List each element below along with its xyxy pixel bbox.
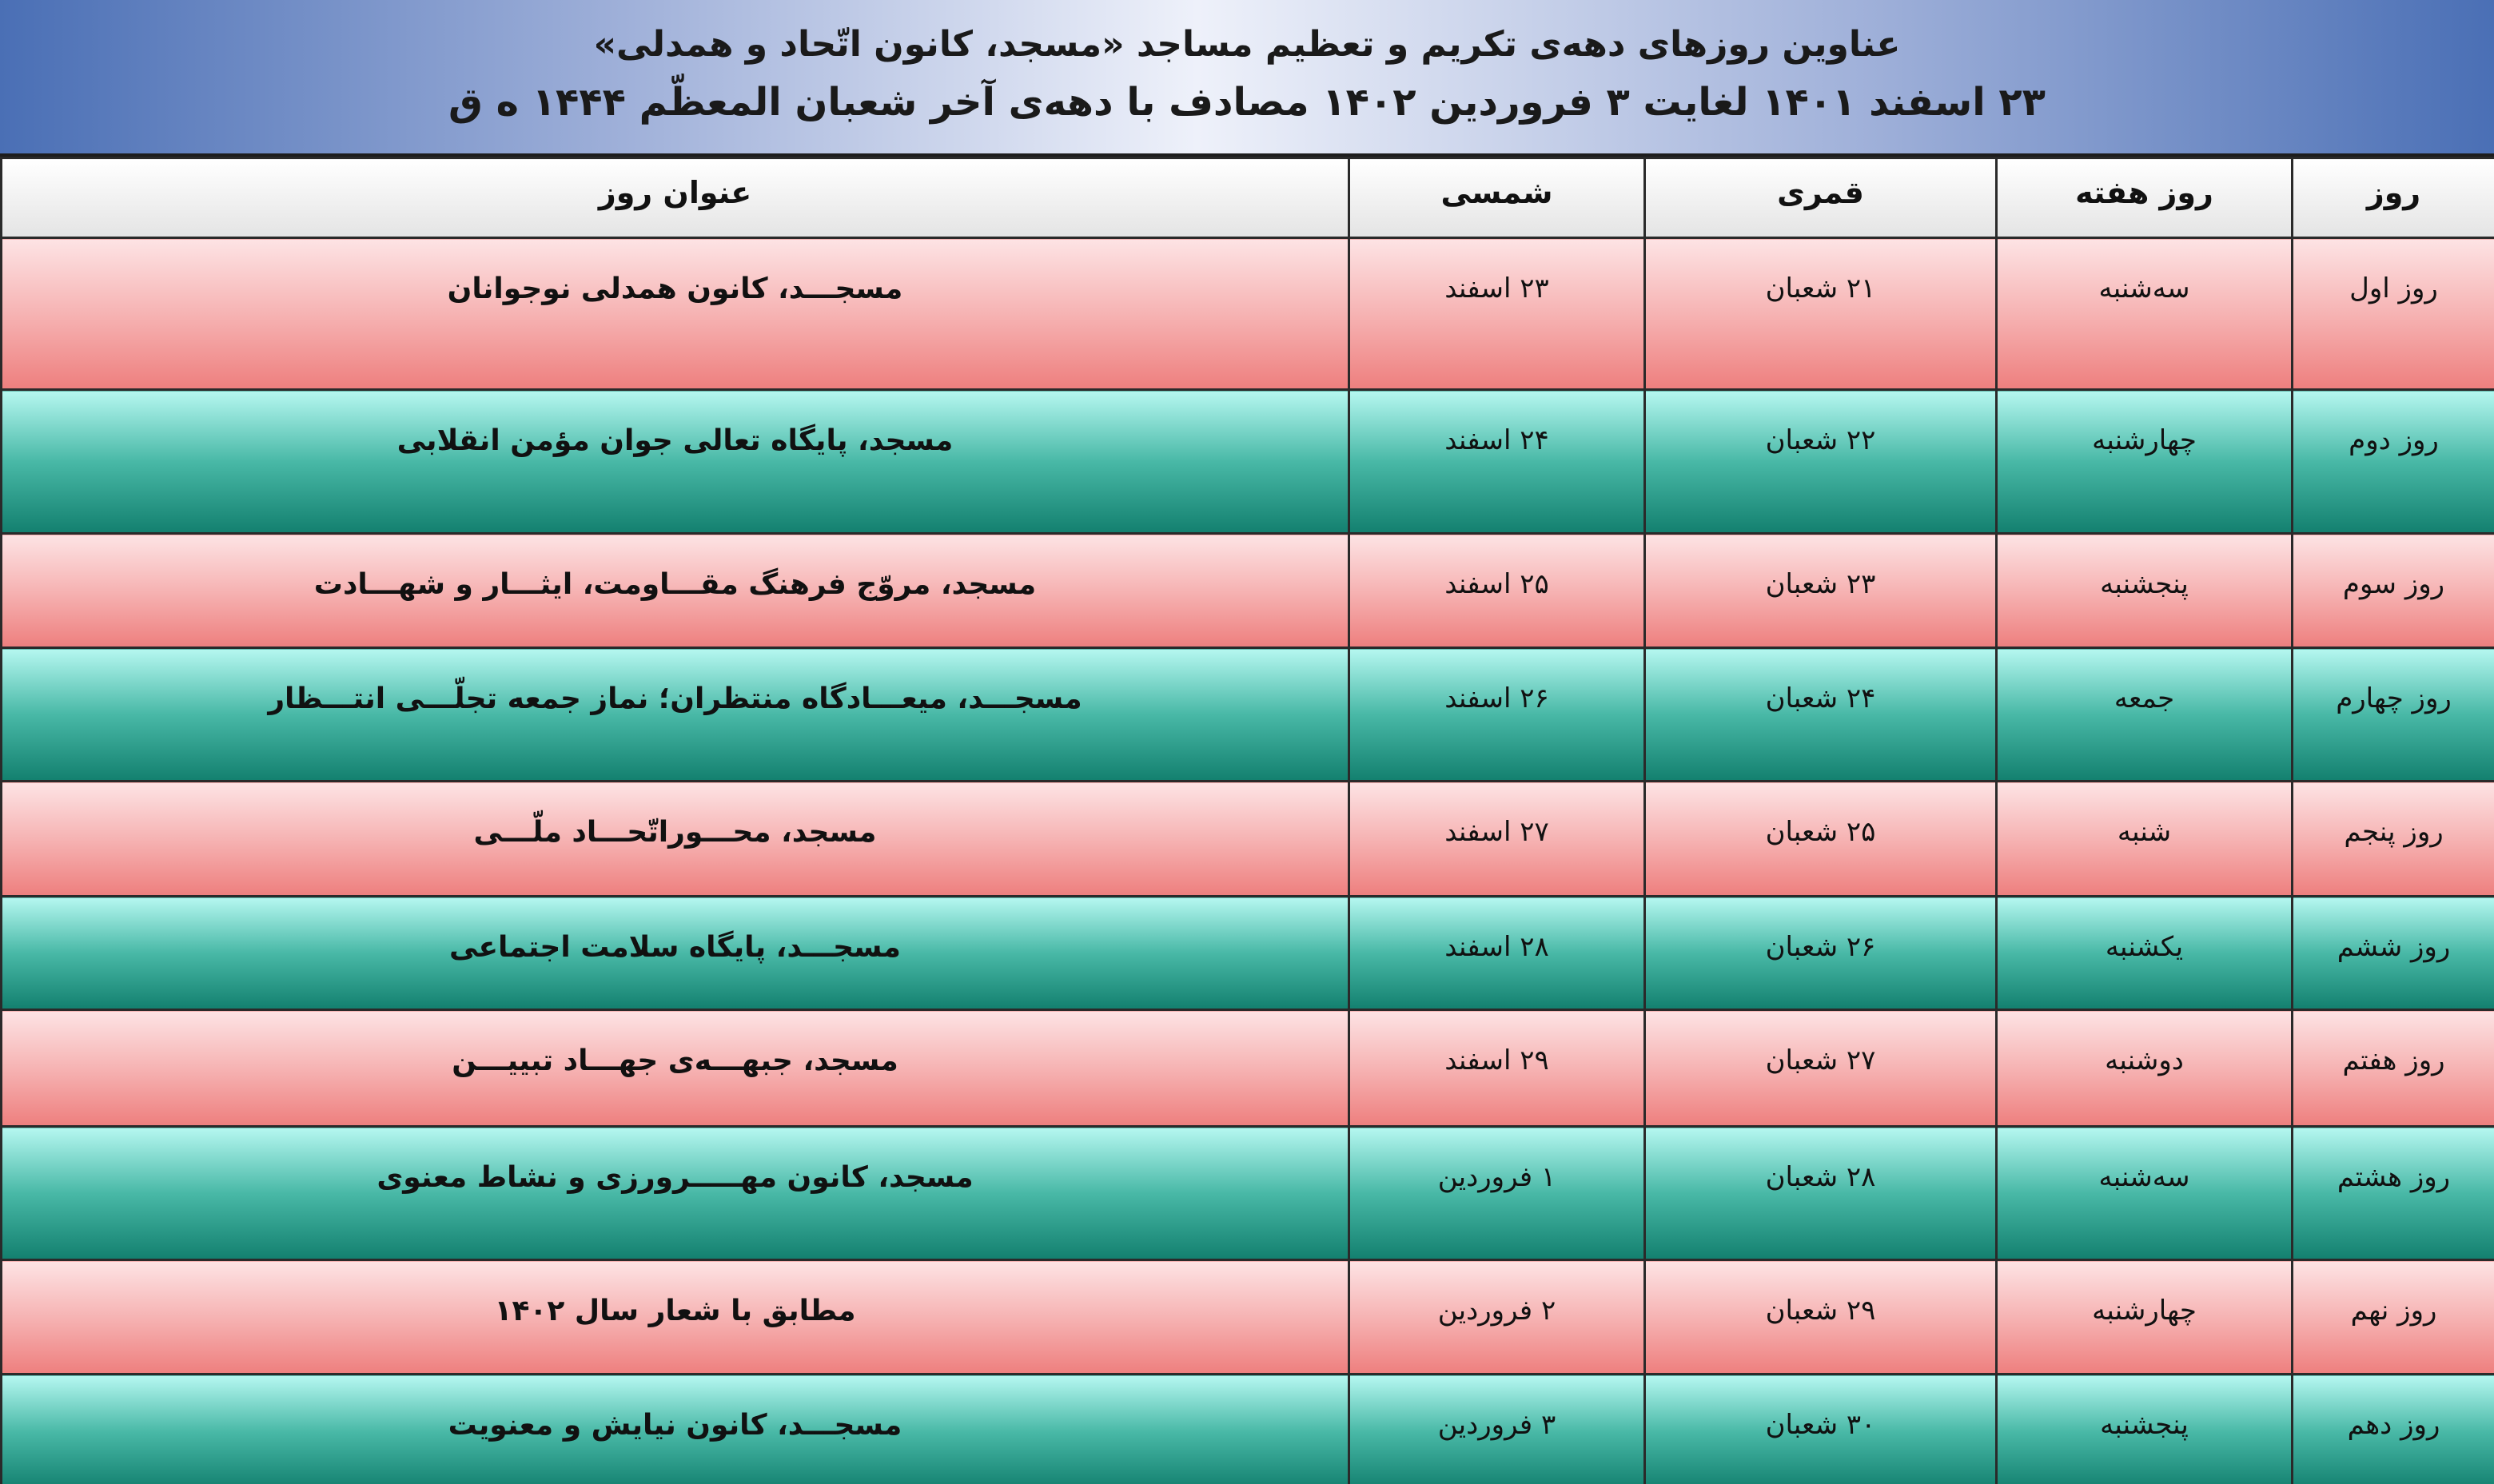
lunar-date-cell: ۲۱ شعبان xyxy=(1645,238,1997,390)
topic-cell: مطابق با شعار سال ۱۴۰۲ xyxy=(2,1260,1349,1375)
column-header-day: روز xyxy=(2293,158,2494,238)
topic-cell: مسجـــد، پایگاه سلامت اجتماعی xyxy=(2,897,1349,1010)
column-header-topic: عنوان روز xyxy=(2,158,1349,238)
title-line-1: عناوین روزهای دهه‌ی تکریم و تعظیم مساجد «مسجد، کانون اتّحاد و همدلی» xyxy=(593,24,1901,65)
table-row xyxy=(2,1260,2494,1375)
solar-date-cell: ۱ فروردین xyxy=(1349,1127,1645,1260)
lunar-date-cell: ۲۹ شعبان xyxy=(1645,1260,1997,1375)
table-row xyxy=(2,782,2494,897)
lunar-date-cell: ۲۲ شعبان xyxy=(1645,390,1997,534)
lunar-date-cell: ۲۳ شعبان xyxy=(1645,534,1997,648)
weekday-cell: سه‌شنبه xyxy=(1997,1127,2293,1260)
weekday-cell: جمعه xyxy=(1997,648,2293,782)
table-row xyxy=(2,648,2494,782)
table-row xyxy=(2,1010,2494,1127)
column-header-weekday: روز هفته xyxy=(1997,158,2293,238)
topic-cell: مسجد، پایگاه تعالی جوان مؤمن انقلابی xyxy=(2,390,1349,534)
title-line-2: ۲۳ اسفند ۱۴۰۱ لغایت ۳ فروردین ۱۴۰۲ مصادف با دهه‌ی آخر شعبان المعظّم ۱۴۴۴ ه ق xyxy=(448,80,2046,125)
day-cell: روز نهم xyxy=(2293,1260,2494,1375)
weekday-cell: شنبه xyxy=(1997,782,2293,897)
day-cell: روز هشتم xyxy=(2293,1127,2494,1260)
day-cell: روز ششم xyxy=(2293,897,2494,1010)
table-header-row xyxy=(2,158,2494,238)
topic-cell: مسجد، محـــوراتّحـــاد ملّـــی xyxy=(2,782,1349,897)
solar-date-cell: ۲۶ اسفند xyxy=(1349,648,1645,782)
table-row xyxy=(2,534,2494,648)
solar-date-cell: ۳ فروردین xyxy=(1349,1375,1645,1484)
day-cell: روز دوم xyxy=(2293,390,2494,534)
day-cell: روز چهارم xyxy=(2293,648,2494,782)
day-cell: روز دهم xyxy=(2293,1375,2494,1484)
topic-cell: مسجـــد، کانون نیایش و معنویت xyxy=(2,1375,1349,1484)
table-row xyxy=(2,390,2494,534)
weekday-cell: دوشنبه xyxy=(1997,1010,2293,1127)
schedule-table xyxy=(0,157,2494,1484)
lunar-date-cell: ۲۸ شعبان xyxy=(1645,1127,1997,1260)
weekday-cell: چهارشنبه xyxy=(1997,1260,2293,1375)
solar-date-cell: ۲۹ اسفند xyxy=(1349,1010,1645,1127)
topic-cell: مسجـــد، میعـــادگاه منتظران؛ نماز جمعه تجلّـــی انتـــظار xyxy=(2,648,1349,782)
lunar-date-cell: ۲۵ شعبان xyxy=(1645,782,1997,897)
solar-date-cell: ۲۷ اسفند xyxy=(1349,782,1645,897)
title-banner xyxy=(0,0,2494,157)
table-row xyxy=(2,897,2494,1010)
weekday-cell: یکشنبه xyxy=(1997,897,2293,1010)
lunar-date-cell: ۲۷ شعبان xyxy=(1645,1010,1997,1127)
day-cell: روز اول xyxy=(2293,238,2494,390)
topic-cell: مسجـــد، کانون همدلی نوجوانان xyxy=(2,238,1349,390)
table-row xyxy=(2,1375,2494,1484)
lunar-date-cell: ۳۰ شعبان xyxy=(1645,1375,1997,1484)
lunar-date-cell: ۲۴ شعبان xyxy=(1645,648,1997,782)
solar-date-cell: ۲۵ اسفند xyxy=(1349,534,1645,648)
solar-date-cell: ۲۳ اسفند xyxy=(1349,238,1645,390)
column-header-solar: شمسی xyxy=(1349,158,1645,238)
topic-cell: مسجد، جبهـــه‌ی جهـــاد تبییـــن xyxy=(2,1010,1349,1127)
column-header-lunar: قمری xyxy=(1645,158,1997,238)
weekday-cell: چهارشنبه xyxy=(1997,390,2293,534)
day-cell: روز هفتم xyxy=(2293,1010,2494,1127)
weekday-cell: سه‌شنبه xyxy=(1997,238,2293,390)
weekday-cell: پنجشنبه xyxy=(1997,534,2293,648)
weekday-cell: پنجشنبه xyxy=(1997,1375,2293,1484)
day-cell: روز پنجم xyxy=(2293,782,2494,897)
day-cell: روز سوم xyxy=(2293,534,2494,648)
solar-date-cell: ۲۴ اسفند xyxy=(1349,390,1645,534)
table-row xyxy=(2,238,2494,390)
lunar-date-cell: ۲۶ شعبان xyxy=(1645,897,1997,1010)
table-row xyxy=(2,1127,2494,1260)
solar-date-cell: ۲۸ اسفند xyxy=(1349,897,1645,1010)
topic-cell: مسجد، مروّج فرهنگ مقـــاومت، ایثـــار و شهـــادت xyxy=(2,534,1349,648)
solar-date-cell: ۲ فروردین xyxy=(1349,1260,1645,1375)
topic-cell: مسجد، کانون مهـــــرورزی و نشاط معنوی xyxy=(2,1127,1349,1260)
